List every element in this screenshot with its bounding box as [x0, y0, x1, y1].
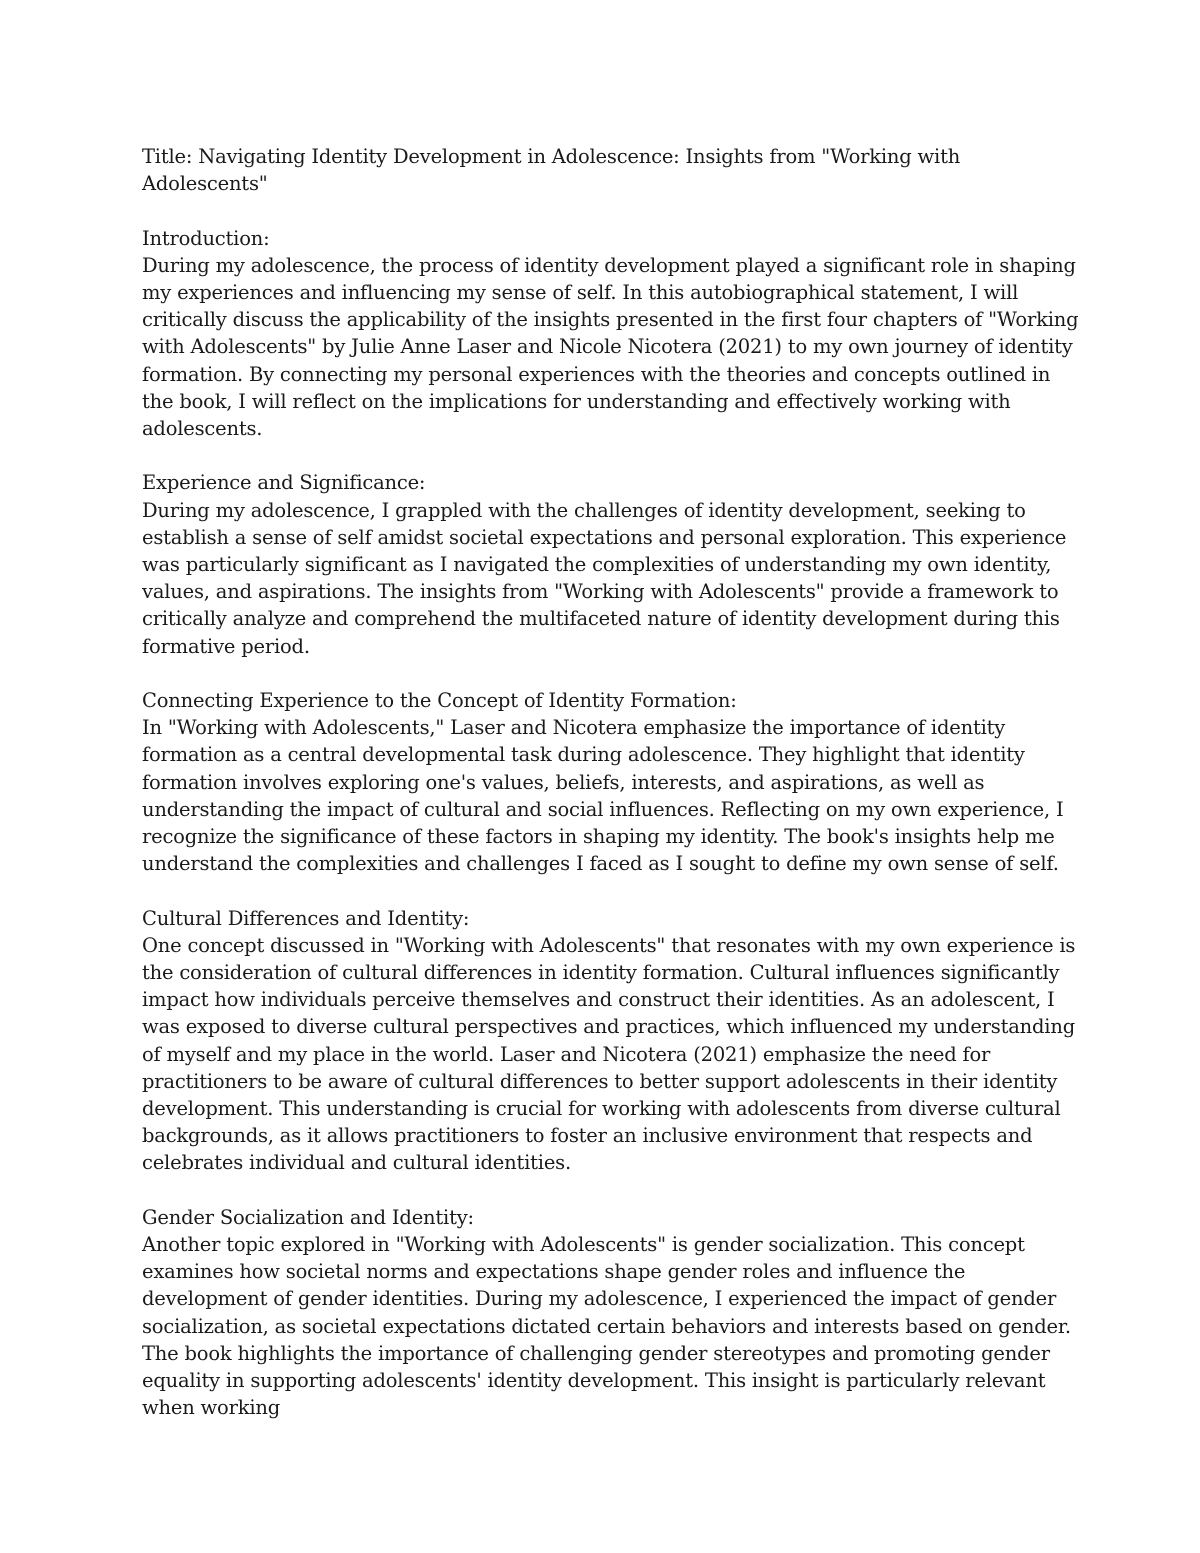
- section-heading: Experience and Significance:: [142, 471, 426, 495]
- section-heading: Connecting Experience to the Concept of Identity Formation:: [142, 689, 737, 713]
- section-experience-significance: [142, 469, 1082, 659]
- section-heading: Gender Socialization and Identity:: [142, 1205, 474, 1229]
- section-body: During my adolescence, the process of identity development played a significant role in shaping my experiences and influencing my sense of self. In this autobiographical statement, I will critically discuss the applicability of the insights presented in the first four chapters of "Working with Adolescents" by Julie Anne Laser and Nicole Nicotera (2021) to my own journey of identity formation. By connecting my personal experiences with the theories and concepts outlined in the book, I will reflect on the implications for understanding and effectively working with adolescents.: [142, 253, 1079, 441]
- section-identity-formation: [142, 687, 1082, 877]
- section-heading: Cultural Differences and Identity:: [142, 906, 470, 930]
- section-introduction: [142, 225, 1082, 443]
- section-cultural-differences: [142, 905, 1082, 1177]
- document-title: Title: Navigating Identity Development in Adolescence: Insights from "Working with Adolescents": [142, 145, 961, 196]
- section-gender-socialization: [142, 1204, 1082, 1422]
- section-body: Another topic explored in "Working with Adolescents" is gender socialization. This concept examines how societal norms and expectations shape gender roles and influence the development of gender identities. During my adolescence, I experienced the impact of gender socialization, as societal expectations dictated certain behaviors and interests based on gender. The book highlights the importance of challenging gender stereotypes and promoting gender equality in supporting adolescents' identity development. This insight is particularly relevant when working: [142, 1233, 1071, 1420]
- section-body: One concept discussed in "Working with Adolescents" that resonates with my own experience is the consideration of cultural differences in identity formation. Cultural influences significantly impact how individuals perceive themselves and construct their identities. As an adolescent, I was exposed to diverse cultural perspectives and practices, which influenced my understanding of myself and my place in the world. Laser and Nicotera (2021) emphasize the need for practitioners to be aware of cultural differences to better support adolescents in their identity development. This understanding is crucial for working with adolescents from diverse cultural backgrounds, as it allows practitioners to foster an inclusive environment that respects and celebrates individual and cultural identities.: [142, 933, 1076, 1175]
- section-heading: Introduction:: [142, 226, 270, 250]
- document-content: [142, 143, 1082, 1449]
- section-body: During my adolescence, I grappled with the challenges of identity development, seeking to establish a sense of self amidst societal expectations and personal exploration. This experience was particularly significant as I navigated the complexities of understanding my own identity, values, and aspirations. The insights from "Working with Adolescents" provide a framework to critically analyze and comprehend the multifaceted nature of identity development during this formative period.: [142, 498, 1067, 658]
- section-body: In "Working with Adolescents," Laser and Nicotera emphasize the importance of identity formation as a central developmental task during adolescence. They highlight that identity formation involves exploring one's values, beliefs, interests, and aspirations, as well as understanding the impact of cultural and social influences. Reflecting on my own experience, I recognize the significance of these factors in shaping my identity. The book's insights help me understand the complexities and challenges I faced as I sought to define my own sense of self.: [142, 716, 1064, 876]
